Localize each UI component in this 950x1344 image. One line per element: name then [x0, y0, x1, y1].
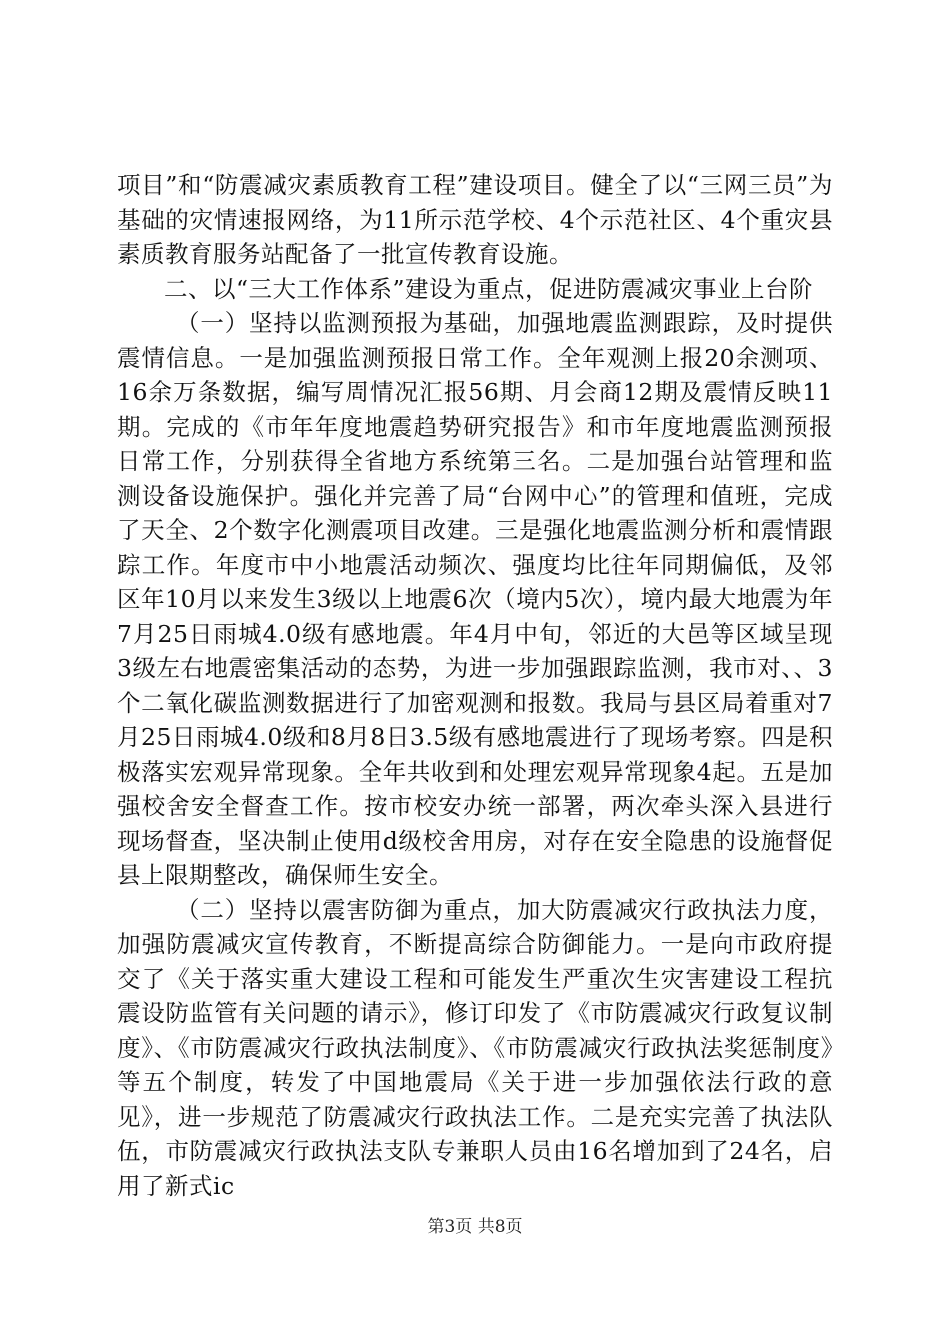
paragraph-defense: （二）坚持以震害防御为重点，加大防震减灾行政执法力度，加强防震减灾宣传教育，不断提高综合防御能力。一是向市政府提交了《关于落实重大建设工程和可能发生严重次生灾害建设工程抗震设防监管有关问题的请示》，修订印发了《市防震减灾行政复议制度》、《市防震减灾行政执法制度》、《市防震减灾行政执法奖惩制度》等五个制度，转发了中国地震局《关于进一步加强依法行政的意见》，进一步规范了防震减灾行政执法工作。二是充实完善了执法队伍，市防震减灾行政执法支队专兼职人员由16名增加到了24名，启用了新式ic	[117, 895, 833, 1200]
paragraph-monitoring: （一）坚持以监测预报为基础，加强地震监测跟踪，及时提供震情信息。一是加强监测预报日常工作。全年观测上报20余测项、16余万条数据，编写周情况汇报56期、月会商12期及震情反映11期。完成的《市年年度地震趋势研究报告》和市年度地震监测预报日常工作，分别获得全省地方系统第三名。二是加强台站管理和监测设备设施保护。强化并完善了局“台网中心”的管理和值班，完成了天全、2个数字化测震项目改建。三是强化地震监测分析和震情跟踪工作。年度市中小地震活动频次、强度均比往年同期偏低，及邻区年10月以来发生3级以上地震6次（境内5次），境内最大地震为年7月25日雨城4.0级有感地震。年4月中旬，邻近的大邑等区域呈现3级左右地震密集活动的态势，为进一步加强跟踪监测，我市对、、3个二氧化碳监测数据进行了加密观测和报数。我局与县区局着重对7月25日雨城4.0级和8月8日3.5级有感地震进行了现场考察。四是积极落实宏观异常现象。全年共收到和处理宏观异常现象4起。五是加强校舍安全督查工作。按市校安办统一部署，两次牵头深入县进行现场督查，坚决制止使用d级校舍用房，对存在安全隐患的设施督促县上限期整改，确保师生安全。	[117, 309, 833, 889]
page-footer	[0, 1216, 950, 1238]
document-body	[117, 168, 833, 1203]
paragraph-continuation: 项目”和“防震减灾素质教育工程”建设项目。健全了以“三网三员”为基础的灾情速报网络，为11所示范学校、4个示范社区、4个重灾县素质教育服务站配备了一批宣传教育设施。	[117, 171, 833, 268]
section-heading: 二、以“三大工作体系”建设为重点，促进防震减灾事业上台阶	[164, 274, 814, 303]
page-number: 第3页 共8页	[427, 1217, 523, 1237]
